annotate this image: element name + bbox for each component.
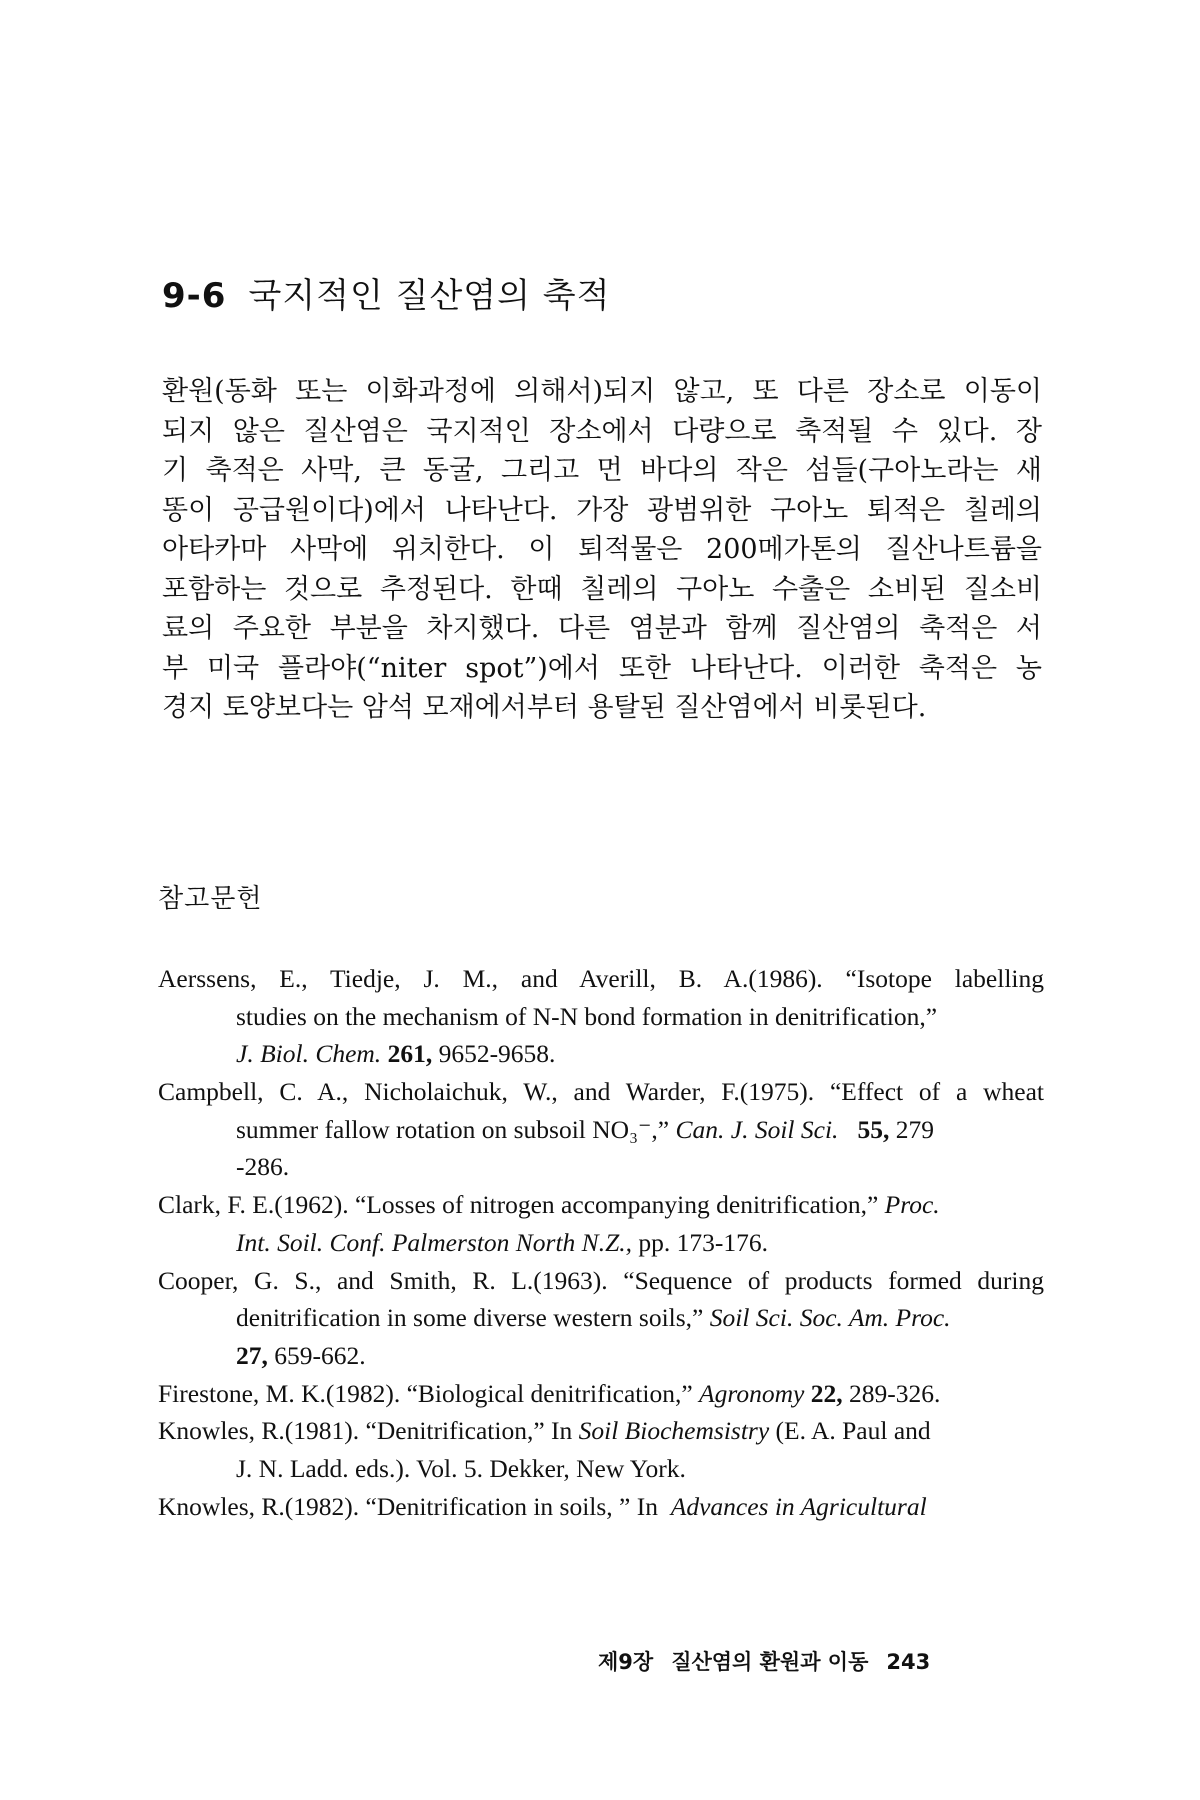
reference-line [158, 1186, 1044, 1224]
reference-line: J. N. Ladd. eds.). Vol. 5. Dekker, New York. [236, 1453, 686, 1483]
body-paragraph [162, 372, 1042, 728]
footer-chapter: 제9장 [598, 1650, 654, 1674]
journal-name: Agronomy [699, 1378, 805, 1408]
journal-name: Int. Soil. Conf. Palmerston North N.Z., [236, 1227, 632, 1257]
body-line: 료의 주요한 부분을 차지했다. 다른 염분과 함께 질산염의 축적은 서 [162, 613, 1042, 644]
reference-text: Knowles, R.(1982). “Denitrification in soils, ” In [158, 1491, 658, 1521]
footer-title: 질산염의 환원과 이동 [671, 1650, 869, 1674]
reference-text: Firestone, M. K.(1982). “Biological denitrification,” [158, 1378, 693, 1408]
reference-text: summer fallow rotation on subsoil NO₃⁻,” [236, 1114, 670, 1144]
body-line: 되지 않은 질산염은 국지적인 장소에서 다량으로 축적될 수 있다. 장 [162, 415, 1042, 447]
reference-line: studies on the mechanism of N-N bond formation in denitrification,” [236, 1001, 938, 1031]
pages: 289-326. [848, 1378, 941, 1408]
reference-text: Knowles, R.(1981). “Denitrification,” In [158, 1416, 573, 1446]
section-heading [162, 268, 611, 317]
reference-line [158, 1035, 1044, 1073]
reference-text: denitrification in some diverse western soils,” [236, 1303, 704, 1333]
page-number: 243 [886, 1650, 931, 1674]
reference-line: Cooper, G. S., and Smith, R. L.(1963). “Sequence of products formed during [158, 1265, 1044, 1295]
journal-name: Soil Biochemsistry [578, 1416, 770, 1446]
reference-line [158, 1488, 1044, 1526]
pages: pp. 173-176. [638, 1227, 768, 1257]
reference-text: Clark, F. E.(1962). “Losses of nitrogen accompanying denitrification,” [158, 1190, 879, 1220]
body-line: 부 미국 플라야(“niter spot”)에서 또한 나타난다. 이러한 축적은 농 [162, 652, 1042, 684]
reference-item [158, 1073, 1044, 1186]
reference-item [158, 1375, 1044, 1413]
body-line: 환원(동화 또는 이화과정에 의해서)되지 않고, 또 다른 장소로 이동이 [162, 376, 1042, 407]
reference-item [158, 960, 1044, 1073]
body-line: 똥이 공급원이다)에서 나타난다. 가장 광범위한 구아노 퇴적은 칠레의 [162, 494, 1042, 526]
reference-line: -286. [236, 1152, 290, 1182]
volume: 22, [810, 1378, 843, 1408]
volume: 261, [387, 1039, 433, 1069]
section-title: 국지적인 질산염의 축적 [248, 276, 611, 316]
journal-name: Soil Sci. Soc. Am. Proc. [709, 1303, 951, 1333]
running-footer [598, 1646, 930, 1676]
volume: 27, [236, 1340, 268, 1370]
reference-line [158, 1412, 1044, 1450]
reference-line [158, 1224, 1044, 1262]
pages: 659-662. [274, 1340, 366, 1370]
reference-line: Campbell, C. A., Nicholaichuk, W., and Warder, F.(1975). “Effect of a wheat [158, 1077, 1044, 1107]
reference-item [158, 1488, 1044, 1526]
journal-name: Can. J. Soil Sci. [675, 1114, 839, 1144]
section-number: 9-6 [162, 276, 227, 316]
journal-name: J. Biol. Chem. [236, 1039, 382, 1069]
reference-line [158, 1337, 1044, 1375]
pages: 9652-9658. [438, 1039, 556, 1069]
reference-text: (E. A. Paul and [775, 1416, 931, 1446]
body-line: 기 축적은 사막, 큰 동굴, 그리고 먼 바다의 작은 섬들(구아노라는 새 [162, 455, 1042, 486]
journal-name: Advances in Agricultural [670, 1491, 927, 1521]
journal-name: Proc. [884, 1190, 940, 1220]
body-line: 경지 토양보다는 암석 모재에서부터 용탈된 질산염에서 비롯된다. [162, 692, 927, 723]
pages: 279 [895, 1114, 935, 1144]
reference-line: Aerssens, E., Tiedje, J. M., and Averill, B. A.(1986). “Isotope labelling [158, 964, 1044, 993]
references-heading: 참고문헌 [158, 884, 263, 914]
reference-list [158, 960, 1044, 1525]
reference-line [158, 1299, 1044, 1337]
reference-line [158, 1111, 1044, 1149]
body-line: 포함하는 것으로 추정된다. 한때 칠레의 구아노 수출은 소비된 질소비 [162, 573, 1042, 605]
reference-line [158, 1375, 1044, 1413]
body-line: 아타카마 사막에 위치한다. 이 퇴적물은 200메가톤의 질산나트륨을 [162, 534, 1042, 565]
reference-item [158, 1186, 1044, 1261]
reference-item [158, 1262, 1044, 1375]
volume: 55, [857, 1114, 890, 1144]
reference-item [158, 1412, 1044, 1487]
